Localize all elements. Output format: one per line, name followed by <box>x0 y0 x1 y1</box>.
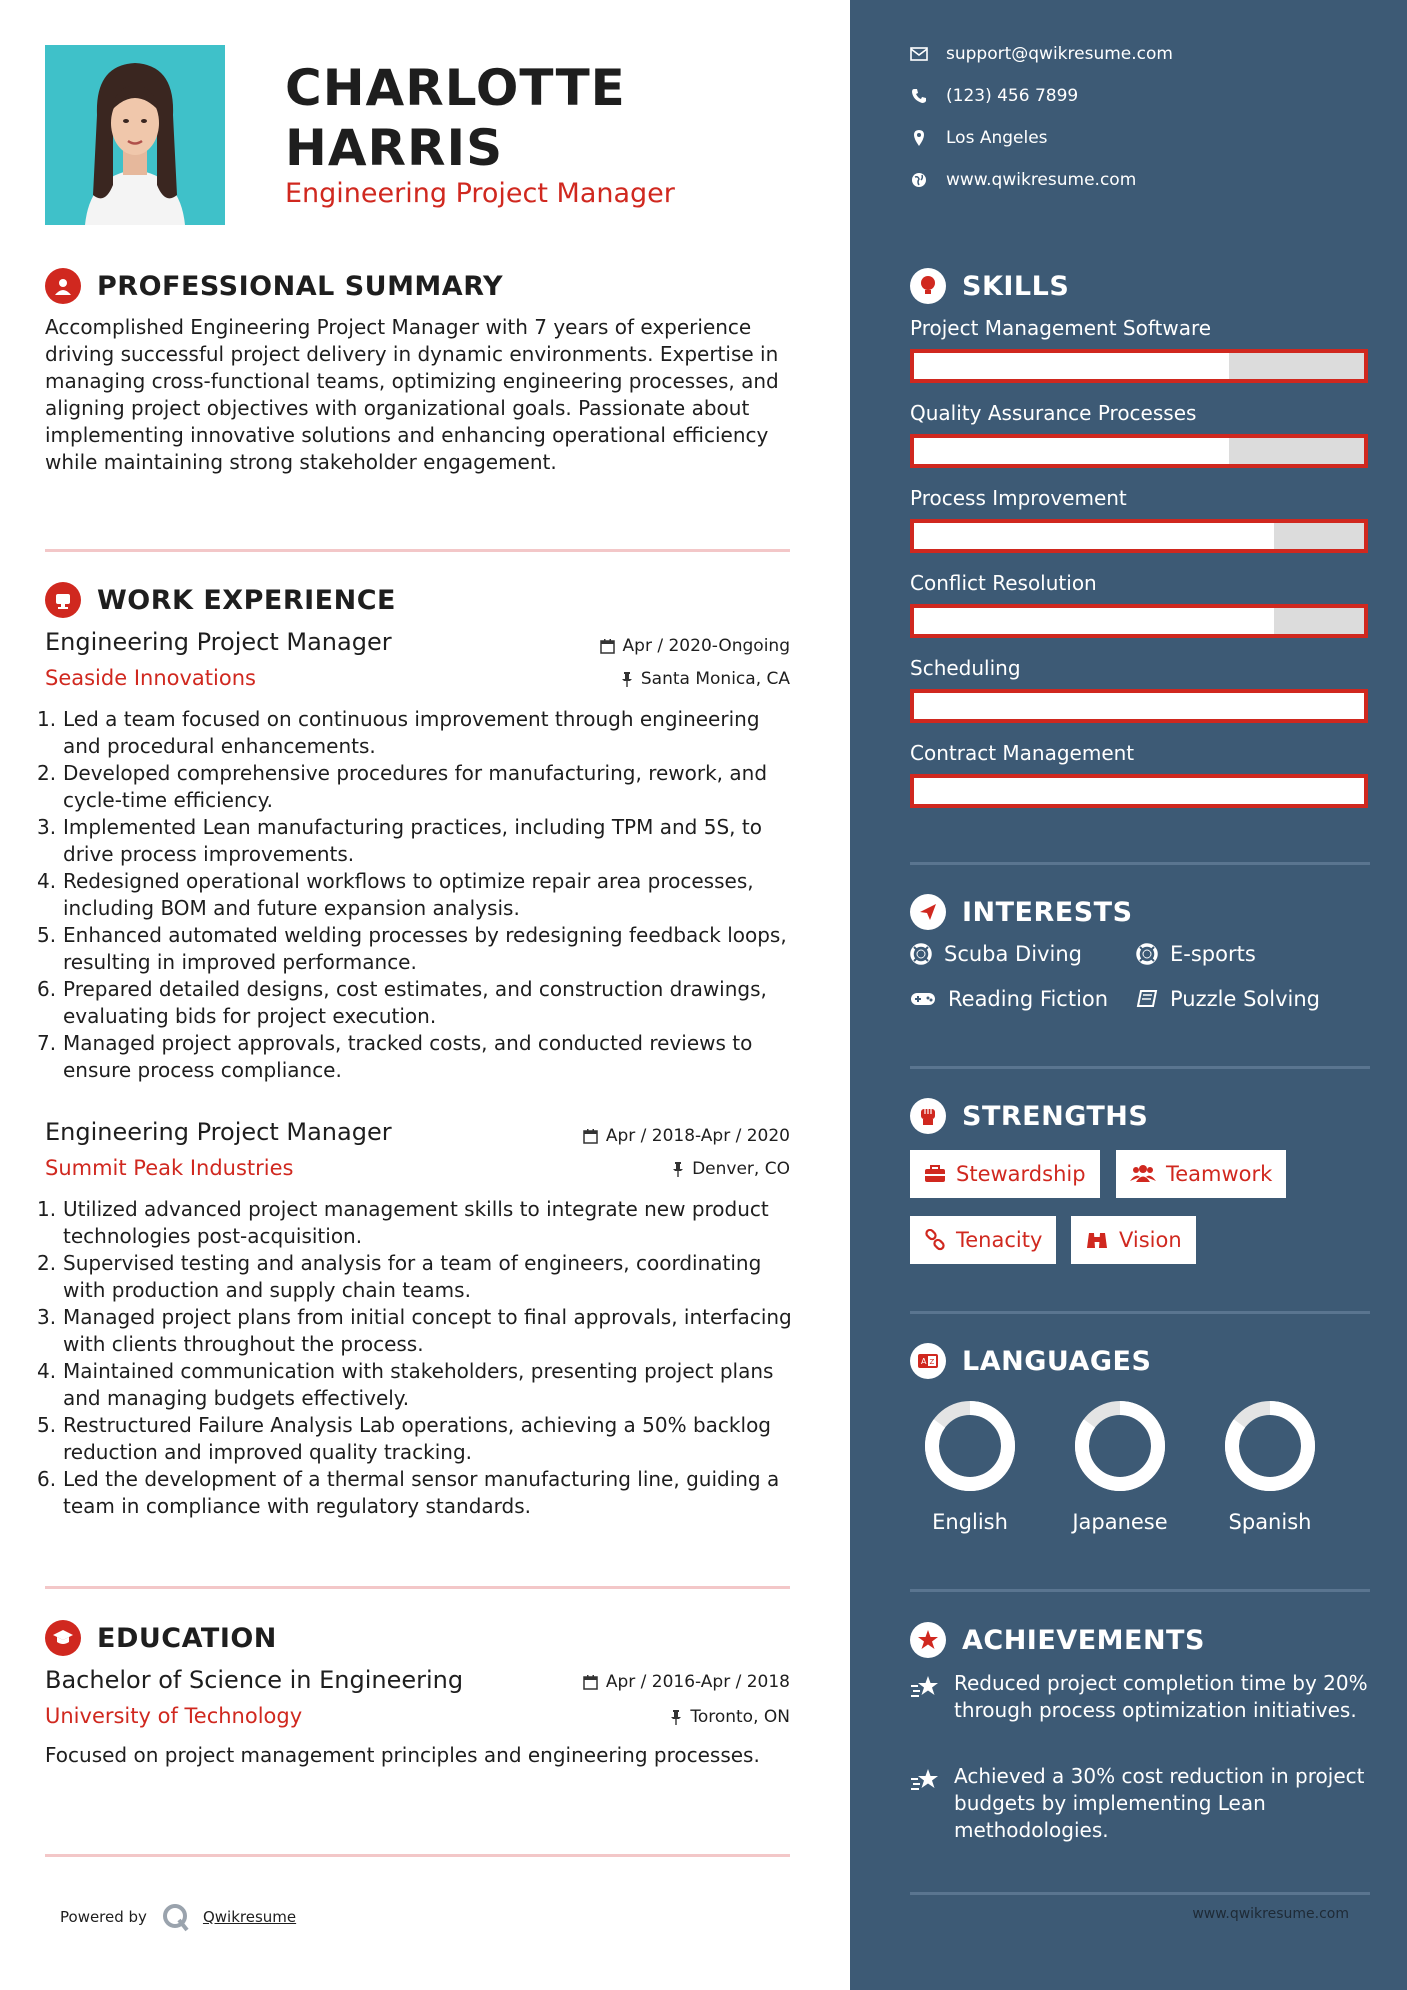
powered-by-label: Powered by <box>60 1908 147 1926</box>
skill-bar <box>910 604 1368 638</box>
strength-chip <box>910 1216 1056 1264</box>
shooting-star-icon <box>910 1674 940 1700</box>
strength-label: Stewardship <box>956 1162 1086 1186</box>
skill-bar <box>910 349 1368 383</box>
summary-text: Accomplished Engineering Project Manager with 7 years of experience driving successful project delivery in dynamic environments. Expertise in managing cross-functional teams, optimizing engineering processes, and aligning project objectives with organizational goals. Passionate about implementing innovative solutions and enhancing operational efficiency while maintaining strong stakeholder engagement. <box>45 315 779 474</box>
svg-text:A: A <box>921 1357 927 1366</box>
link-icon <box>924 1229 946 1251</box>
sidebar <box>850 0 1407 1990</box>
envelope-icon <box>910 45 928 63</box>
skill-label: Scheduling <box>910 656 1021 680</box>
strength-chip <box>1116 1150 1286 1198</box>
list-item: 1. Utilized advanced project management skills to integrate new product technologies post-acquisition. <box>37 1197 769 1248</box>
list-item: 4. Redesigned operational workflows to optimize repair area processes, including BOM and future expansion analysis. <box>37 869 754 920</box>
language-item <box>1060 1396 1180 1534</box>
achievement-item <box>910 1763 1370 1844</box>
book-icon <box>1136 989 1158 1009</box>
education-section <box>45 1618 790 1818</box>
list-item: 5. Enhanced automated welding processes by redesigning feedback loops, resulting in improved performance. <box>37 923 787 974</box>
profile-photo <box>45 45 225 225</box>
skill-label: Conflict Resolution <box>910 571 1097 595</box>
interests-section <box>910 892 1370 932</box>
achievement-item <box>910 1670 1370 1724</box>
job-location <box>621 669 790 689</box>
name-line-first: CHARLOTTE <box>285 59 626 117</box>
contact-email <box>910 44 1173 64</box>
achievements-title: ACHIEVEMENTS <box>962 1624 1205 1656</box>
paper-plane-icon <box>910 894 946 930</box>
education-location-text: Toronto, ON <box>690 1707 790 1727</box>
job-bullets <box>37 706 800 1084</box>
language-donut <box>1220 1396 1320 1496</box>
education-text: Focused on project management principles and engineering processes. <box>45 1743 760 1767</box>
skill-label: Contract Management <box>910 741 1135 765</box>
languages-section <box>910 1341 1370 1381</box>
briefcase-icon <box>45 582 81 618</box>
strengths-title: STRENGTHS <box>962 1100 1149 1132</box>
job-dates <box>583 1126 790 1146</box>
job-dates-text: Apr / 2018-Apr / 2020 <box>605 1126 790 1146</box>
skill-bar-fill <box>914 523 1274 549</box>
contact-email-text[interactable]: support@qwikresume.com <box>946 44 1173 64</box>
footer-url[interactable]: www.qwikresume.com <box>1192 1906 1349 1922</box>
education-dates <box>583 1672 790 1692</box>
users-icon <box>1130 1165 1156 1183</box>
list-item: 2. Supervised testing and analysis for a team of engineers, coordinating with production and supply chain teams. <box>37 1251 762 1302</box>
gamepad-icon <box>910 990 936 1008</box>
candidate-name <box>285 58 626 178</box>
star-badge-icon <box>910 1622 946 1658</box>
job-dates-text: Apr / 2020-Ongoing <box>622 636 790 656</box>
interest-label: Scuba Diving <box>944 942 1082 966</box>
contact-phone-text: (123) 456 7899 <box>946 86 1079 106</box>
job-title: Engineering Project Manager <box>45 1118 392 1146</box>
language-label: Japanese <box>1072 1510 1168 1534</box>
job-location <box>672 1159 790 1179</box>
list-item: 6. Prepared detailed designs, cost estimates, and construction drawings, evaluating bids for project execution. <box>37 977 767 1028</box>
list-item: 5. Restructured Failure Analysis Lab operations, achieving a 50% backlog reduction and improved quality tracking. <box>37 1413 771 1464</box>
skills-title: SKILLS <box>962 270 1070 302</box>
interest-label: E-sports <box>1170 942 1256 966</box>
sidebar-divider <box>910 1066 1370 1069</box>
sidebar-divider <box>910 862 1370 865</box>
skill-bar <box>910 434 1368 468</box>
svg-text:Z: Z <box>929 1358 935 1366</box>
pin-icon <box>670 1710 682 1725</box>
list-item: 4. Maintained communication with stakeholders, presenting project plans and managing budgets effectively. <box>37 1359 774 1410</box>
graduation-cap-icon <box>45 1620 81 1656</box>
skill-label: Quality Assurance Processes <box>910 401 1197 425</box>
education-location <box>670 1707 790 1727</box>
skill-bar-fill <box>914 353 1229 379</box>
school-name: University of Technology <box>45 1704 303 1728</box>
skills-section <box>910 266 1370 306</box>
achievement-text: Reduced project completion time by 20% through process optimization initiatives. <box>954 1671 1368 1722</box>
section-divider <box>45 1854 790 1857</box>
map-marker-icon <box>910 129 928 147</box>
summary-section <box>45 266 790 476</box>
qwikresume-logo-icon <box>161 1902 191 1932</box>
calendar-icon <box>583 1129 598 1144</box>
sidebar-divider <box>910 1311 1370 1314</box>
skill-bar <box>910 519 1368 553</box>
lightbulb-icon <box>910 268 946 304</box>
interest-item <box>910 942 1082 966</box>
lifebuoy-icon <box>1136 943 1158 965</box>
skill-bar-fill <box>914 778 1364 804</box>
shooting-star-icon <box>910 1767 940 1793</box>
pin-icon <box>672 1162 684 1177</box>
strength-label: Teamwork <box>1166 1162 1273 1186</box>
lifebuoy-icon <box>910 943 932 965</box>
contact-location <box>910 128 1048 148</box>
job-company: Seaside Innovations <box>45 666 256 690</box>
strengths-section <box>910 1096 1370 1136</box>
skill-bar-fill <box>914 608 1274 634</box>
pin-icon <box>621 672 633 687</box>
qwikresume-link[interactable]: Qwikresume <box>202 1908 297 1926</box>
education-title: EDUCATION <box>97 1622 277 1654</box>
skill-label: Process Improvement <box>910 486 1127 510</box>
contact-website-text[interactable]: www.qwikresume.com <box>946 170 1137 190</box>
skill-bar-fill <box>914 438 1229 464</box>
languages-title: LANGUAGES <box>962 1345 1152 1377</box>
contact-location-text: Los Angeles <box>946 128 1048 148</box>
job-company: Summit Peak Industries <box>45 1156 294 1180</box>
globe-icon <box>910 171 928 189</box>
strength-chip <box>1071 1216 1196 1264</box>
section-divider <box>45 1586 790 1589</box>
interest-item <box>1136 942 1256 966</box>
interest-label: Reading Fiction <box>948 987 1109 1011</box>
phone-icon <box>910 87 928 105</box>
interest-item <box>1136 987 1320 1011</box>
contact-website <box>910 170 1136 190</box>
experience-title: WORK EXPERIENCE <box>97 584 396 616</box>
language-item <box>910 1396 1030 1534</box>
summary-title: PROFESSIONAL SUMMARY <box>97 270 504 302</box>
degree-title: Bachelor of Science in Engineering <box>45 1666 464 1694</box>
list-item: 3. Implemented Lean manufacturing practices, including TPM and 5S, to drive process improvements. <box>37 815 762 866</box>
job-location-text: Denver, CO <box>692 1159 790 1179</box>
section-divider <box>45 549 790 552</box>
list-item: 7. Managed project approvals, tracked costs, and conducted reviews to ensure process compliance. <box>37 1031 753 1082</box>
user-icon <box>45 268 81 304</box>
strength-label: Vision <box>1119 1228 1182 1252</box>
strength-label: Tenacity <box>956 1228 1043 1252</box>
achievements-section <box>910 1620 1370 1660</box>
language-item <box>1210 1396 1330 1534</box>
list-item: 2. Developed comprehensive procedures for manufacturing, rework, and cycle-time efficiency. <box>37 761 768 812</box>
achievement-text: Achieved a 30% cost reduction in project budgets by implementing Lean methodologies. <box>954 1764 1365 1842</box>
strength-chip <box>910 1150 1100 1198</box>
language-donut <box>1070 1396 1170 1496</box>
skill-bar <box>910 774 1368 808</box>
fist-icon <box>910 1098 946 1134</box>
calendar-icon <box>583 1675 598 1690</box>
list-item: 3. Managed project plans from initial concept to final approvals, interfacing with clients throughout the process. <box>37 1305 792 1356</box>
language-donut <box>920 1396 1020 1496</box>
education-dates-text: Apr / 2016-Apr / 2018 <box>605 1672 790 1692</box>
list-item: 6. Led the development of a thermal sensor manufacturing line, guiding a team in compliance with regulatory standards. <box>37 1467 780 1518</box>
powered-by <box>60 1902 296 1932</box>
language-label: English <box>932 1510 1008 1534</box>
calendar-icon <box>600 639 615 654</box>
candidate-role: Engineering Project Manager <box>285 178 675 209</box>
binoculars-icon <box>1085 1230 1109 1250</box>
job-location-text: Santa Monica, CA <box>640 669 790 689</box>
name-line-last: HARRIS <box>285 119 504 177</box>
experience-section <box>37 580 792 1540</box>
list-item: 1. Led a team focused on continuous improvement through engineering and procedural enhancements. <box>37 707 760 758</box>
interest-label: Puzzle Solving <box>1170 987 1320 1011</box>
job-title: Engineering Project Manager <box>45 628 392 656</box>
interests-title: INTERESTS <box>962 896 1133 928</box>
sidebar-divider <box>910 1892 1370 1895</box>
language-label: Spanish <box>1228 1510 1312 1534</box>
interest-item <box>910 987 1108 1011</box>
job-dates <box>600 636 790 656</box>
skill-bar <box>910 689 1368 723</box>
briefcase-icon <box>924 1165 946 1183</box>
sidebar-divider <box>910 1589 1370 1592</box>
job-bullets <box>37 1196 800 1520</box>
translate-icon <box>910 1343 946 1379</box>
skill-bar-fill <box>914 693 1364 719</box>
skill-label: Project Management Software <box>910 316 1212 340</box>
contact-phone <box>910 86 1078 106</box>
